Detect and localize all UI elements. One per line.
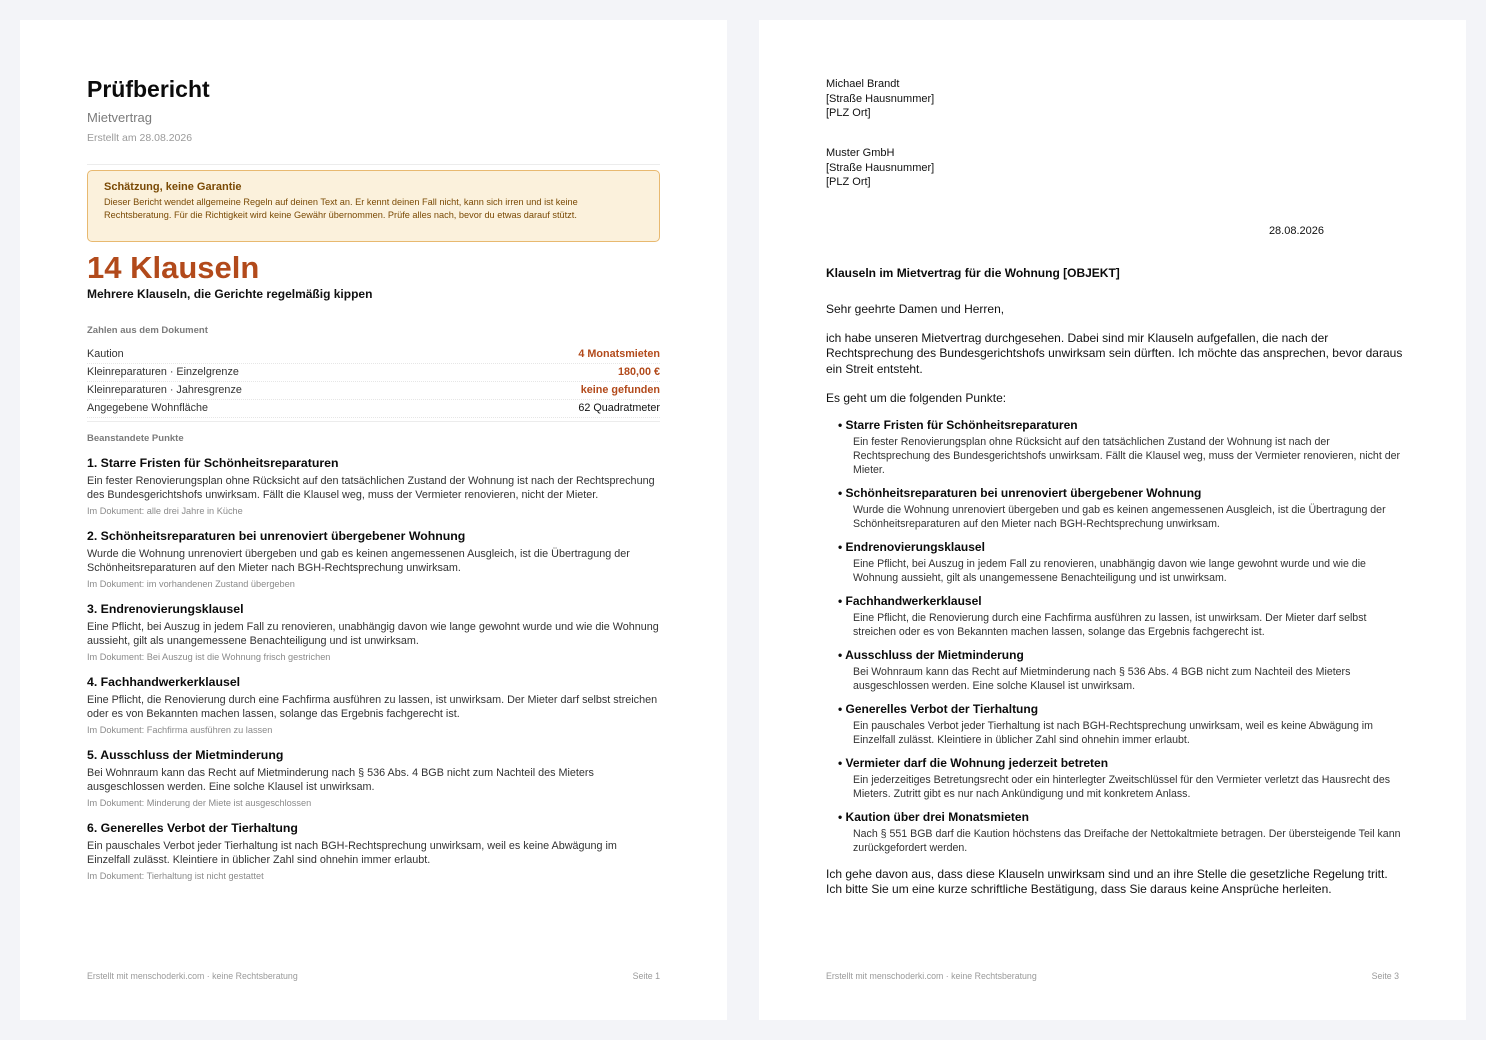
issue-text: Ein fester Renovierungsplan ohne Rücksicht auf den tatsächlichen Zustand der Wohnung ist nach der Rechtsprechung des Bundesgerichtshofs unwirksam. Fällt die Klausel weg, muss der Vermieter renovieren, nicht der Mieter. bbox=[87, 475, 655, 501]
figures-table bbox=[87, 346, 660, 418]
figure-label: Kaution bbox=[87, 348, 124, 360]
issue-text: Wurde die Wohnung unrenoviert übergeben und gab es keinen angemessenen Ausgleich, ist die Übertragung der Schönheitsreparaturen auf den Mieter nach BGH-Rechtsprechung unwirksam. bbox=[87, 548, 630, 574]
figure-label: Kleinreparaturen · Einzelgrenze bbox=[87, 366, 239, 378]
page-footer bbox=[826, 970, 1399, 982]
figure-label: Kleinreparaturen · Jahresgrenze bbox=[87, 384, 242, 396]
disclaimer-title: Schätzung, keine Garantie bbox=[104, 181, 242, 193]
letter-point-title: • Endrenovierungsklausel bbox=[838, 540, 1406, 555]
page-footer bbox=[87, 970, 660, 982]
figure-row bbox=[87, 382, 660, 400]
issue-item bbox=[87, 674, 660, 737]
issue-text: Eine Pflicht, bei Auszug in jedem Fall zu renovieren, unabhängig davon wie lange gewohnt wurde und wie die Wohnung aussieht, gilt als unangemessene Benachteiligung und ist unwirksam. bbox=[87, 621, 659, 647]
letter-point-text: Nach § 551 BGB darf die Kaution höchstens das Dreifache der Nettokaltmiete betragen. Der übersteigende Teil kann zurückgefordert werden. bbox=[853, 828, 1401, 855]
sender-name: Michael Brandt bbox=[826, 78, 900, 90]
letter-body bbox=[826, 265, 1406, 898]
letter-date: 28.08.2026 bbox=[1268, 225, 1324, 237]
sender-street: [Straße Hausnummer] bbox=[826, 92, 935, 105]
issue-quote: Im Dokument: Bei Auszug ist die Wohnung frisch gestrichen bbox=[87, 652, 331, 662]
figure-value: keine gefunden bbox=[580, 384, 660, 396]
letter-point-title: • Vermieter darf die Wohnung jederzeit betreten bbox=[838, 756, 1406, 771]
report-created-date: Erstellt am 28.08.2026 bbox=[87, 132, 193, 144]
issue-text: Bei Wohnraum kann das Recht auf Mietminderung nach § 536 Abs. 4 BGB nicht zum Nachteil des Mieters ausgeschlossen werden. Eine solche Klausel ist unwirksam. bbox=[87, 767, 594, 793]
letter-page bbox=[759, 20, 1466, 1020]
issue-title: 3. Endrenovierungsklausel bbox=[87, 602, 244, 616]
letter-point-title: • Starre Fristen für Schönheitsreparaturen bbox=[838, 418, 1406, 433]
recipient-name: Muster GmbH bbox=[826, 147, 895, 159]
report-content bbox=[87, 75, 660, 883]
issues-list bbox=[87, 455, 660, 883]
figure-row bbox=[87, 346, 660, 364]
clause-count-headline: 14 Klauseln bbox=[87, 250, 260, 285]
letter-point bbox=[838, 486, 1406, 531]
section-label-numbers: Zahlen aus dem Dokument bbox=[87, 325, 208, 336]
letter-point bbox=[838, 648, 1406, 693]
issue-title: 6. Generelles Verbot der Tierhaltung bbox=[87, 821, 298, 835]
issue-quote: Im Dokument: Tierhaltung ist nicht gestattet bbox=[87, 871, 264, 881]
figure-label: Angegebene Wohnfläche bbox=[87, 402, 209, 414]
figure-value: 180,00 € bbox=[617, 366, 660, 378]
clause-count-subtitle: Mehrere Klauseln, die Gerichte regelmäßig kippen bbox=[87, 287, 373, 301]
letter-point-text: Ein jederzeitiges Betretungsrecht oder ein hinterlegter Zweitschlüssel für den Vermieter verletzt das Hausrecht des Mieters. Zutritt gibt es nur nach Ankündigung und mit konkretem Anlass. bbox=[853, 774, 1391, 801]
issue-item bbox=[87, 528, 660, 591]
issue-quote: Im Dokument: alle drei Jahre in Küche bbox=[87, 506, 243, 516]
letter-point bbox=[838, 418, 1406, 477]
issue-item bbox=[87, 820, 660, 883]
sender-city: [PLZ Ort] bbox=[826, 107, 871, 119]
figure-value: 4 Monatsmieten bbox=[578, 348, 660, 360]
section-label-issues: Beanstandete Punkte bbox=[87, 433, 184, 444]
issue-title: 2. Schönheitsreparaturen bei unrenoviert übergebener Wohnung bbox=[87, 529, 466, 543]
issue-item bbox=[87, 747, 660, 810]
recipient-address bbox=[826, 146, 934, 190]
letter-closing: Ich gehe davon aus, dass diese Klauseln unwirksam sind und an ihre Stelle die gesetzliche Regelung tritt. Ich bitte Sie um eine kurze schriftliche Bestätigung, dass Sie daraus keine Ansprüche herleiten. bbox=[826, 867, 1388, 897]
issue-item bbox=[87, 601, 660, 664]
issue-text: Ein pauschales Verbot jeder Tierhaltung ist nach BGH-Rechtsprechung unwirksam, weil es keine Abwägung im Einzelfall zulässt. Kleintiere in üblicher Zahl sind ohnehin immer erlaubt. bbox=[87, 840, 617, 866]
divider bbox=[87, 164, 660, 165]
letter-point-text: Wurde die Wohnung unrenoviert übergeben und gab es keinen angemessenen Ausgleich, ist die Übertragung der Schönheitsreparaturen auf den Mieter nach BGH-Rechtsprechung unwirksam. bbox=[853, 504, 1386, 531]
figure-value: 62 Quadratmeter bbox=[578, 402, 660, 414]
letter-point-text: Ein fester Renovierungsplan ohne Rücksicht auf den tatsächlichen Zustand der Wohnung ist nach der Rechtsprechung des Bundesgerichtshofs unwirksam. Fällt die Klausel weg, muss der Vermieter renovieren, nicht der Mieter. bbox=[853, 436, 1401, 477]
letter-lead: Es geht um die folgenden Punkte: bbox=[826, 390, 1007, 405]
letter-salutation: Sehr geehrte Damen und Herren, bbox=[826, 302, 1005, 316]
issue-title: 4. Fachhandwerkerklausel bbox=[87, 675, 241, 689]
sender-address bbox=[826, 77, 934, 121]
letter-point-title: • Generelles Verbot der Tierhaltung bbox=[838, 702, 1406, 717]
letter-point-text: Eine Pflicht, bei Auszug in jedem Fall zu renovieren, unabhängig davon wie lange gewohnt wurde und wie die Wohnung aussieht, gilt als unangemessene Benachteiligung und ist unwirksam. bbox=[853, 558, 1366, 585]
letter-point-title: • Schönheitsreparaturen bei unrenoviert übergebener Wohnung bbox=[838, 486, 1406, 501]
report-page bbox=[20, 20, 727, 1020]
page-number: Seite 1 bbox=[632, 971, 660, 981]
issue-title: 5. Ausschluss der Mietminderung bbox=[87, 748, 284, 762]
figure-row bbox=[87, 364, 660, 382]
issue-title: 1. Starre Fristen für Schönheitsreparaturen bbox=[87, 456, 339, 470]
disclaimer-box bbox=[87, 170, 660, 242]
letter-point bbox=[838, 594, 1406, 639]
footer-note: Erstellt mit menschoderki.com · keine Rechtsberatung bbox=[87, 971, 298, 981]
letter-point bbox=[838, 702, 1406, 747]
issue-quote: Im Dokument: im vorhandenen Zustand übergeben bbox=[87, 579, 295, 589]
disclaimer-text: Dieser Bericht wendet allgemeine Regeln auf deinen Text an. Er kennt deinen Fall nicht, kann sich irren und ist keine Rechtsberatung. Für die Richtigkeit wird keine Gewähr übernommen. Prüfe alles nach, bevor du etwas darauf stützt. bbox=[104, 197, 578, 220]
footer-note: Erstellt mit menschoderki.com · keine Rechtsberatung bbox=[826, 971, 1037, 981]
letter-point-title: • Kaution über drei Monatsmieten bbox=[838, 810, 1406, 825]
page-number: Seite 3 bbox=[1371, 971, 1399, 981]
letter-point bbox=[838, 540, 1406, 585]
report-title: Prüfbericht bbox=[87, 76, 210, 102]
figure-row bbox=[87, 400, 660, 418]
letter-point-text: Bei Wohnraum kann das Recht auf Mietminderung nach § 536 Abs. 4 BGB nicht zum Nachteil des Mieters ausgeschlossen werden. Eine solche Klausel ist unwirksam. bbox=[853, 666, 1351, 693]
letter-points-list bbox=[826, 418, 1406, 855]
issue-text: Eine Pflicht, die Renovierung durch eine Fachfirma ausführen zu lassen, ist unwirksam. Der Mieter darf selbst streichen oder es von Bekannten machen lassen, solange das Ergebnis fachgerecht ist. bbox=[87, 694, 658, 720]
letter-point-text: Ein pauschales Verbot jeder Tierhaltung ist nach BGH-Rechtsprechung unwirksam, weil es keine Abwägung im Einzelfall zulässt. Kleintiere in üblicher Zahl sind ohnehin immer erlaubt. bbox=[853, 720, 1373, 747]
divider bbox=[87, 421, 660, 422]
recipient-street: [Straße Hausnummer] bbox=[826, 161, 935, 174]
letter-point-title: • Fachhandwerkerklausel bbox=[838, 594, 1406, 609]
report-subtitle: Mietvertrag bbox=[87, 110, 153, 125]
letter-point bbox=[838, 810, 1406, 855]
letter-point-title: • Ausschluss der Mietminderung bbox=[838, 648, 1406, 663]
letter-point bbox=[838, 756, 1406, 801]
letter-point-text: Eine Pflicht, die Renovierung durch eine Fachfirma ausführen zu lassen, ist unwirksam. Der Mieter darf selbst streichen oder es von Bekannten machen lassen, solange das Ergebnis fachgerecht ist. bbox=[853, 612, 1367, 639]
letter-intro: ich habe unseren Mietvertrag durchgesehen. Dabei sind mir Klauseln aufgefallen, die nach der Rechtsprechung des Bundesgerichtshofs unwirksam sein dürften. Ich möchte das ansprechen, bevor daraus ein Streit entsteht. bbox=[826, 331, 1403, 376]
issue-item bbox=[87, 455, 660, 518]
issue-quote: Im Dokument: Fachfirma ausführen zu lassen bbox=[87, 725, 273, 735]
letter-subject: Klauseln im Mietvertrag für die Wohnung [OBJEKT] bbox=[826, 266, 1120, 280]
issue-quote: Im Dokument: Minderung der Miete ist ausgeschlossen bbox=[87, 798, 312, 808]
recipient-city: [PLZ Ort] bbox=[826, 176, 871, 188]
